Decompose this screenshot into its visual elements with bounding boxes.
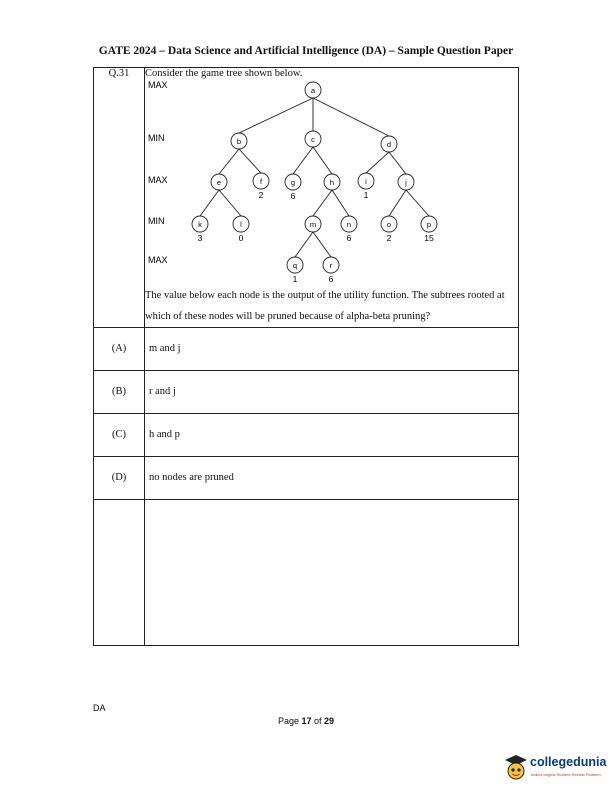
tree-node-value-g: 6 (290, 191, 296, 201)
option-label: (D) (111, 472, 127, 483)
game-tree-svg (145, 79, 515, 283)
level-label-max: MAX (148, 255, 168, 265)
tree-edge-a-d (313, 98, 389, 136)
collegedunia-logo (503, 752, 608, 786)
tree-node-label-c: c (311, 135, 315, 144)
tree-node-value-f: 2 (258, 190, 264, 200)
level-label-max: MAX (148, 175, 168, 185)
tree-edge-b-e (219, 149, 239, 174)
tree-node-label-e: e (216, 178, 222, 187)
tree-node-label-r: r (329, 261, 333, 270)
option-text: no nodes are pruned (149, 472, 234, 483)
tree-node-label-g: g (290, 178, 296, 187)
option-label: (B) (112, 386, 126, 397)
tree-node-label-o: o (386, 220, 392, 229)
logo-tagline: India's largest Student Review Platform (531, 772, 601, 777)
tree-node-label-l: l (240, 220, 242, 229)
tree-node-label-m: m (309, 220, 317, 229)
option-text: r and j (149, 386, 176, 397)
graduate-mascot-icon (503, 752, 529, 782)
tree-edge-d-j (389, 152, 406, 174)
tree-edge-j-o (389, 190, 406, 216)
tree-node-value-i: 1 (363, 190, 369, 200)
tree-node-label-f: f (259, 177, 263, 186)
option-text: m and j (149, 343, 181, 354)
question-row (94, 68, 519, 328)
logo-wordmark: collegedunia (530, 755, 607, 769)
tree-node-label-i: i (365, 177, 367, 186)
tree-node-label-h: h (329, 178, 335, 187)
tree-edge-d-i (366, 152, 389, 173)
level-label-min: MIN (148, 133, 165, 143)
question-stem (145, 68, 519, 328)
question-number: Q.31 (108, 68, 130, 79)
page-number: Page 17 of 29 (277, 716, 335, 726)
question-text: The value below each node is the output of the utility function. The subtrees rooted at which of these nodes will be pruned because of alpha-beta pruning? (145, 290, 505, 322)
tree-node-label-q: q (292, 261, 298, 270)
option-label: (A) (111, 343, 127, 354)
game-tree (145, 79, 515, 283)
option-row-c (94, 414, 519, 457)
tree-edge-c-g (293, 147, 313, 174)
tree-node-value-o: 2 (386, 233, 392, 243)
question-number-cell (94, 68, 145, 328)
tree-node-value-q: 1 (292, 274, 298, 283)
tree-edge-h-m (313, 190, 332, 216)
tree-edge-a-b (239, 98, 313, 133)
tree-node-label-p: p (426, 220, 432, 229)
question-intro: Consider the game tree shown below. (145, 68, 303, 79)
option-row-a (94, 328, 519, 371)
tree-node-label-a: a (310, 86, 316, 95)
level-label-min: MIN (148, 216, 165, 226)
tree-edge-h-n (332, 190, 349, 216)
tree-edge-e-l (219, 190, 241, 216)
option-row-d (94, 457, 519, 500)
tree-edge-b-f (239, 149, 261, 173)
tree-edge-j-p (406, 190, 429, 216)
question-table (93, 67, 519, 646)
tree-edge-m-q (295, 232, 313, 257)
option-row-b (94, 371, 519, 414)
tree-node-value-n: 6 (346, 233, 352, 243)
option-text: h and p (149, 429, 180, 440)
tree-node-label-j: j (405, 178, 407, 187)
tree-node-value-r: 6 (328, 274, 334, 283)
option-label: (C) (112, 429, 126, 440)
tree-node-value-p: 15 (424, 233, 434, 243)
tree-edge-c-h (313, 147, 332, 174)
tree-node-value-k: 3 (197, 233, 203, 243)
tree-edge-e-k (200, 190, 219, 216)
tree-edge-m-r (313, 232, 331, 257)
blank-row (94, 500, 519, 646)
level-label-max: MAX (148, 80, 168, 90)
tree-node-value-l: 0 (238, 233, 244, 243)
tree-node-label-n: n (346, 220, 352, 229)
tree-node-label-k: k (198, 220, 202, 229)
tree-node-label-b: b (236, 137, 242, 146)
footer-subject-code: DA (93, 703, 106, 713)
tree-node-label-d: d (386, 140, 392, 149)
paper-title: GATE 2024 – Data Science and Artificial Intelligence (DA) – Sample Question Paper (98, 45, 514, 57)
